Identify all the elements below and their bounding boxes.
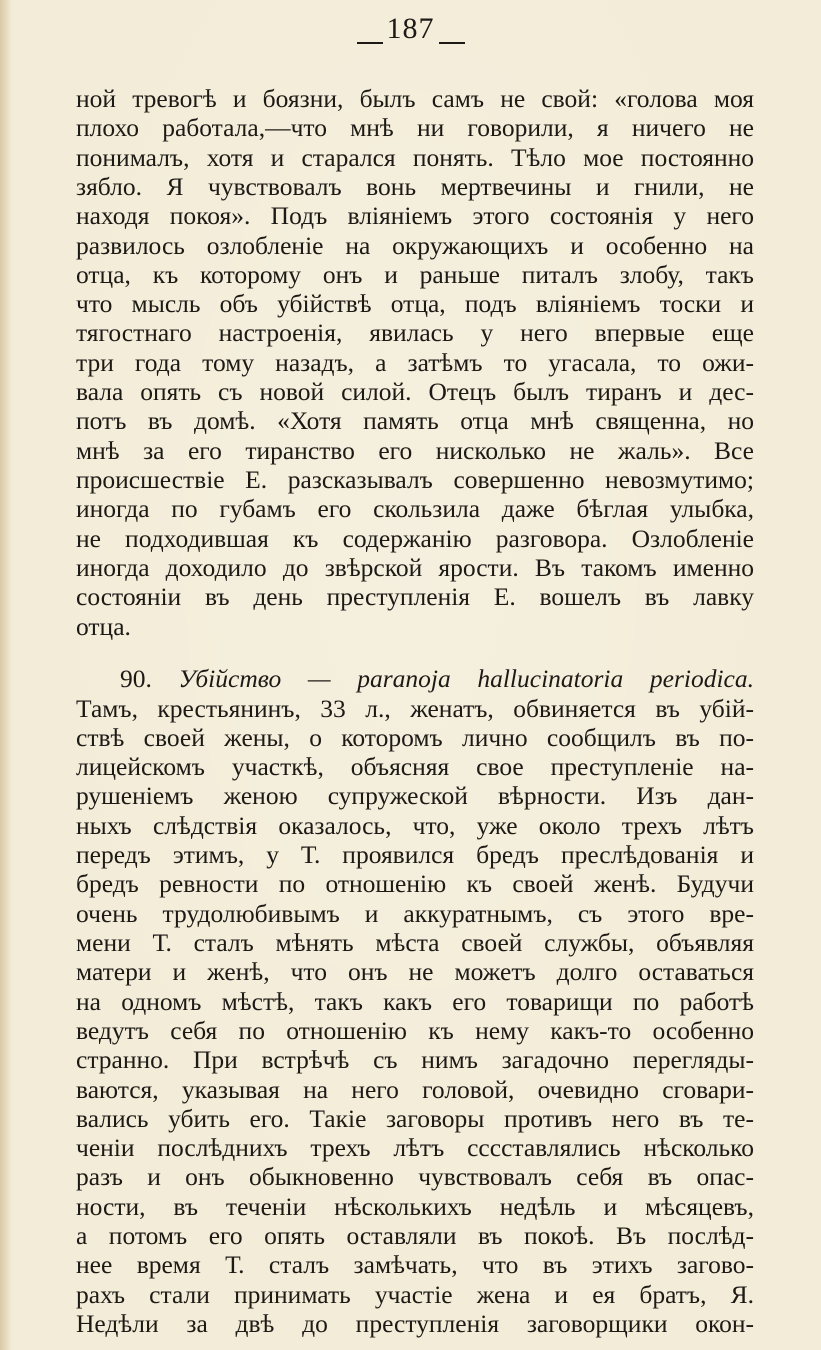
text-line: ваются, указывая на него головой, очевидно сговари- <box>76 1075 754 1104</box>
text-line: Недѣли за двѣ до преступленія заговорщики окон- <box>76 1309 754 1338</box>
text-line: вались убить его. Такіе заговоры противъ него въ те- <box>76 1104 754 1133</box>
text-line: понималъ, хотя и старался понять. Тѣло мое постоянно <box>76 143 754 172</box>
text-line: рушеніемъ женою супружеской вѣрности. Изъ дан- <box>76 781 754 810</box>
text-line: разъ и онъ обыкновенно чувствовалъ себя въ опас- <box>76 1162 754 1191</box>
text-line: передъ этимъ, у Т. проявился бредъ преслѣдованія и <box>76 840 754 869</box>
text-line: состояніи въ день преступленія Е. вошелъ въ лавку <box>76 582 754 611</box>
text-line: потъ въ домѣ. «Хотя память отца мнѣ священна, но <box>76 406 754 435</box>
text-line: ведутъ себя по отношенію къ нему какъ-то особенно <box>76 1016 754 1045</box>
text-line: мени Т. сталъ мѣнять мѣста своей службы, объявляя <box>76 928 754 957</box>
page-edge-shadow <box>0 0 12 1350</box>
case-heading <box>120 664 754 693</box>
text-line: иногда доходило до звѣрской ярости. Въ такомъ именно <box>76 553 754 582</box>
text-line: а потомъ его опять оставляли въ покоѣ. Въ послѣд- <box>76 1221 754 1250</box>
text-line: странно. При встрѣчѣ съ нимъ загадочно перегляды- <box>76 1045 754 1074</box>
text-line: рахъ стали принимать участіе жена и ея братъ, Я. <box>76 1280 754 1309</box>
text-line: ствѣ своей жены, о которомъ лично сообщилъ въ по- <box>76 723 754 752</box>
text-line: иногда по губамъ его скользила даже бѣглая улыбка, <box>76 494 754 523</box>
text-line: на одномъ мѣстѣ, такъ какъ его товарищи по работѣ <box>76 987 754 1016</box>
text-line: бредъ ревности по отношенію къ своей женѣ. Будучи <box>76 869 754 898</box>
case-title: Убійство — paranoja hallucinatoria periodica. <box>178 664 754 693</box>
text-line: нее время Т. сталъ замѣчать, что въ этихъ загово- <box>76 1250 754 1279</box>
page-number-text: 187 <box>386 12 435 45</box>
text-line: зябло. Я чувствовалъ вонь мертвечины и гнили, не <box>76 172 754 201</box>
text-line: отца, къ которому онъ и раньше питалъ злобу, такъ <box>76 260 754 289</box>
text-line: отца. <box>76 612 131 641</box>
text-line: очень трудолюбивымъ и аккуратнымъ, съ этого вре- <box>76 899 754 928</box>
text-line: тягостнаго настроенія, явилась у него впервые еще <box>76 318 754 347</box>
page-number-rule-right <box>439 42 465 44</box>
text-line: находя покоя». Подъ вліяніемъ этого состоянія у него <box>76 201 754 230</box>
text-line: ности, въ теченіи нѣсколькихъ недѣль и мѣсяцевъ, <box>76 1192 754 1221</box>
text-line: происшествіе Е. разсказывалъ совершенно невозмутимо; <box>76 465 754 494</box>
page-number <box>0 12 821 46</box>
text-line: плохо работала,—что мнѣ ни говорили, я ничего не <box>76 113 754 142</box>
text-line: вала опять съ новой силой. Отецъ былъ тиранъ и дес- <box>76 377 754 406</box>
text-line: матери и женѣ, что онъ не можетъ долго оставаться <box>76 957 754 986</box>
case-number: 90. <box>120 664 152 693</box>
text-line: Тамъ, крестьянинъ, 33 л., женатъ, обвиняется въ убій- <box>76 694 754 723</box>
text-line: развилось озлобленіе на окружающихъ и особенно на <box>76 231 754 260</box>
text-line: ныхъ слѣдствія оказалось, что, уже около трехъ лѣтъ <box>76 811 754 840</box>
text-line: ченіи послѣднихъ трехъ лѣтъ сссставлялись нѣсколько <box>76 1133 754 1162</box>
text-line: не подходившая къ содержанію разговора. Озлобленіе <box>76 524 754 553</box>
text-line: лицейскомъ участкѣ, объясняя свое преступленіе на- <box>76 752 754 781</box>
page-number-rule-left <box>357 42 383 44</box>
text-line: мнѣ за его тиранство его нисколько не жаль». Все <box>76 436 754 465</box>
text-line: ной тревогѣ и боязни, былъ самъ не свой: «голова моя <box>76 84 754 113</box>
text-line: три года тому назадъ, а затѣмъ то угасала, то ожи- <box>76 348 754 377</box>
text-line: что мысль объ убійствѣ отца, подъ вліяніемъ тоски и <box>76 289 754 318</box>
